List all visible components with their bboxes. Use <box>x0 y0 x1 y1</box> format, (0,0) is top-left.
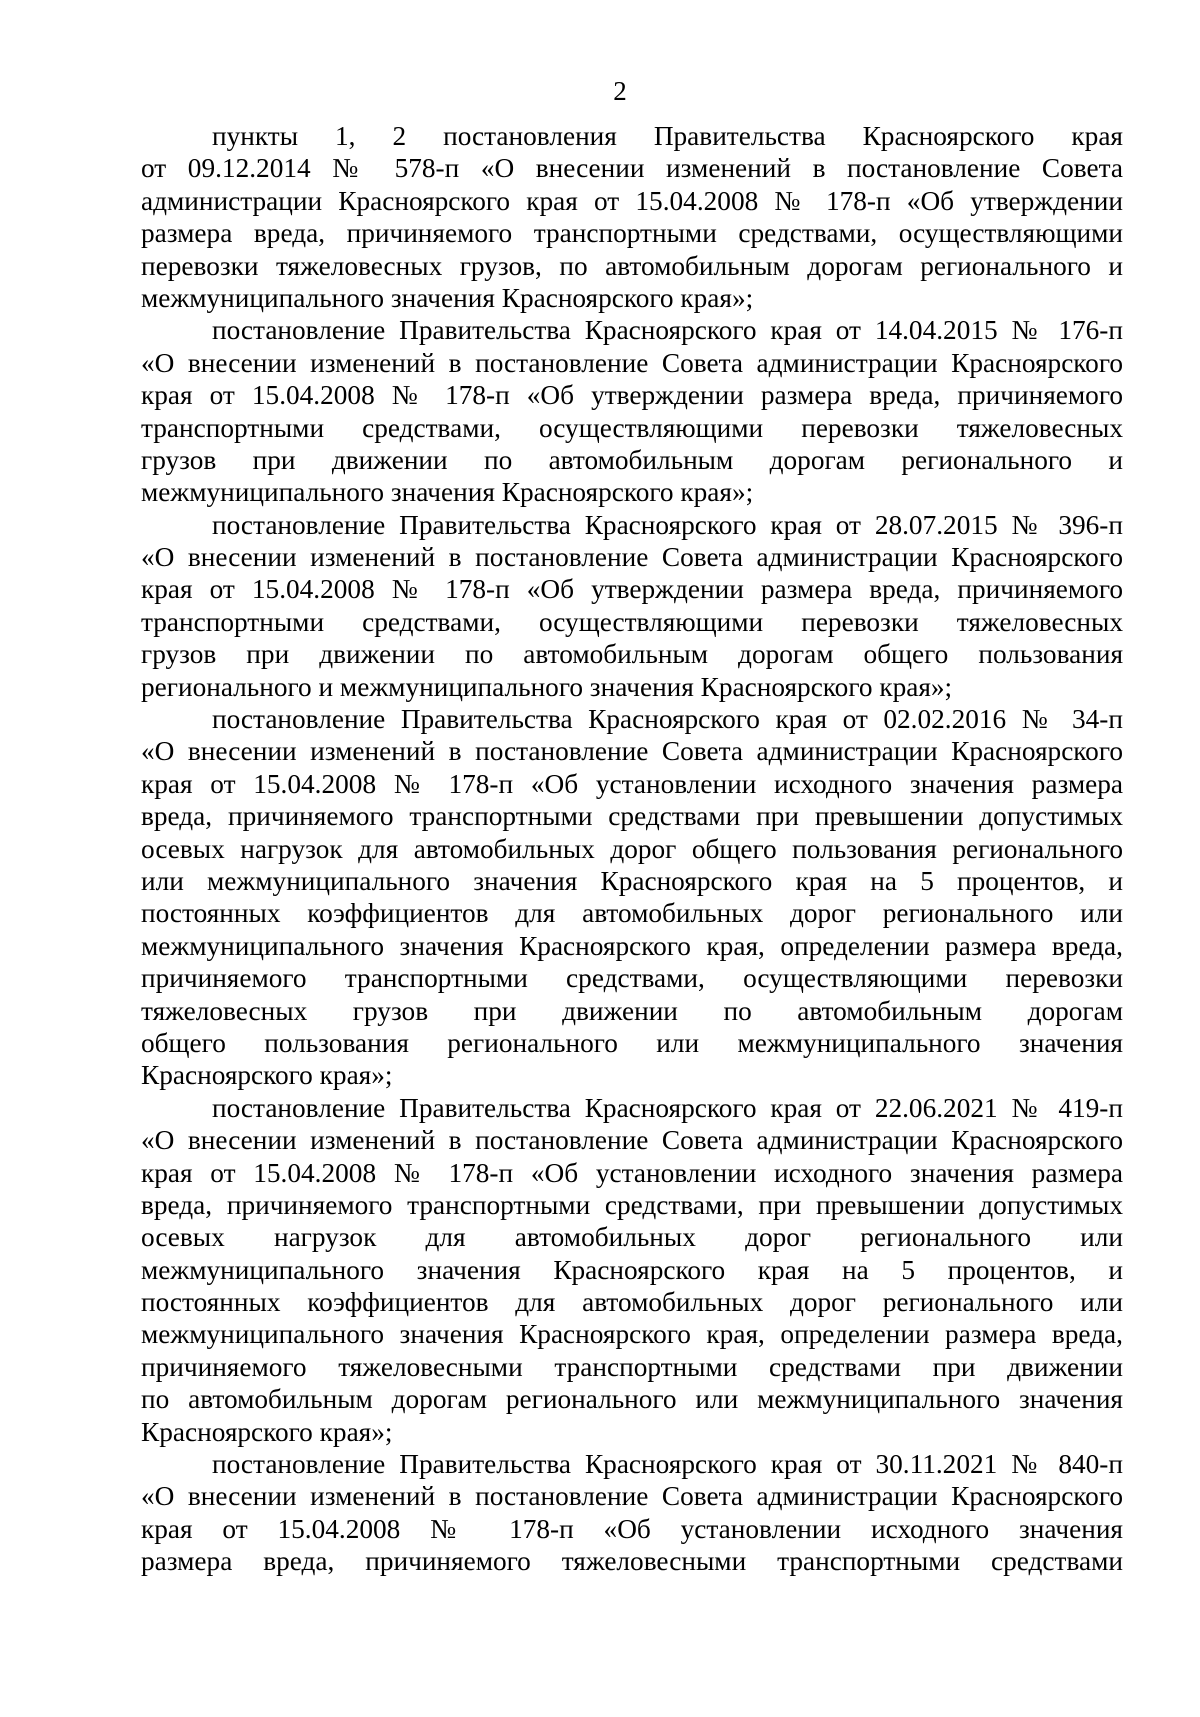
text-line: края от 15.04.2008 № 178-п «Об утверждении размера вреда, причиняемого <box>141 574 1123 605</box>
paragraph <box>141 1448 1123 1578</box>
paragraph <box>141 1092 1123 1448</box>
paragraph <box>141 703 1123 1092</box>
text-line: размера вреда, причиняемого тяжеловесными транспортными средствами <box>141 1546 1123 1577</box>
text-line: от 09.12.2014 № 578-п «О внесении изменений в постановление Совета <box>141 153 1123 184</box>
text-line: постановление Правительства Красноярского края от 22.06.2021 № 419-п <box>212 1092 1123 1123</box>
text-line: «О внесении изменений в постановление Совета администрации Красноярского <box>141 736 1123 767</box>
text-line: Красноярского края»; <box>141 1416 393 1447</box>
text-line: осевых нагрузок для автомобильных дорог регионального или <box>141 1222 1123 1253</box>
text-line: «О внесении изменений в постановление Совета администрации Красноярского <box>141 1481 1123 1512</box>
text-line: администрации Красноярского края от 15.04.2008 № 178-п «Об утверждении <box>141 185 1123 216</box>
text-line: пункты 1, 2 постановления Правительства Красноярского края <box>212 121 1123 151</box>
text-line: регионального и межмуниципального значения Красноярского края»; <box>141 671 953 702</box>
text-line: постоянных коэффициентов для автомобильных дорог регионального или <box>141 898 1123 929</box>
paragraph <box>141 314 1123 508</box>
paragraph <box>141 509 1123 703</box>
text-line: постоянных коэффициентов для автомобильных дорог регионального или <box>141 1287 1123 1318</box>
text-line: транспортными средствами, осуществляющими перевозки тяжеловесных <box>141 606 1123 637</box>
text-line: вреда, причиняемого транспортными средствами при превышении допустимых <box>141 801 1123 832</box>
text-line: постановление Правительства Красноярского края от 28.07.2015 № 396-п <box>212 509 1123 540</box>
text-line: межмуниципального значения Красноярского края на 5 процентов, и <box>141 1254 1123 1285</box>
document-body <box>141 120 1123 1578</box>
text-line: причиняемого тяжеловесными транспортными средствами при движении <box>141 1351 1123 1382</box>
text-line: тяжеловесных грузов при движении по автомобильным дорогам <box>141 995 1123 1026</box>
text-line: общего пользования регионального или межмуниципального значения <box>141 1027 1123 1058</box>
text-line: «О внесении изменений в постановление Совета администрации Красноярского <box>141 347 1123 378</box>
text-line: постановление Правительства Красноярского края от 14.04.2015 № 176-п <box>212 315 1123 346</box>
text-line: транспортными средствами, осуществляющими перевозки тяжеловесных <box>141 412 1123 443</box>
text-line: постановление Правительства Красноярского края от 30.11.2021 № 840-п <box>212 1449 1123 1480</box>
text-line: межмуниципального значения Красноярского края, определении размера вреда, <box>141 930 1123 961</box>
text-line: «О внесении изменений в постановление Совета администрации Красноярского <box>141 542 1123 573</box>
text-line: или межмуниципального значения Красноярского края на 5 процентов, и <box>141 865 1123 896</box>
paragraph <box>141 120 1123 314</box>
text-line: осевых нагрузок для автомобильных дорог общего пользования регионального <box>141 833 1123 864</box>
text-line: края от 15.04.2008 № 178-п «Об установлении исходного значения размера <box>141 768 1123 799</box>
text-line: межмуниципального значения Красноярского края»; <box>141 477 754 508</box>
text-line: размера вреда, причиняемого транспортными средствами, осуществляющими <box>141 218 1123 249</box>
text-line: межмуниципального значения Красноярского края, определении размера вреда, <box>141 1319 1123 1350</box>
text-line: грузов при движении по автомобильным дорогам регионального и <box>141 444 1123 475</box>
text-line: причиняемого транспортными средствами, осуществляющими перевозки <box>141 963 1123 994</box>
text-line: «О внесении изменений в постановление Совета администрации Красноярского <box>141 1125 1123 1156</box>
text-line: Красноярского края»; <box>141 1060 393 1091</box>
text-line: грузов при движении по автомобильным дорогам общего пользования <box>141 639 1123 670</box>
text-line: края от 15.04.2008 № 178-п «Об установлении исходного значения размера <box>141 1157 1123 1188</box>
text-line: по автомобильным дорогам регионального или межмуниципального значения <box>141 1384 1123 1415</box>
text-line: края от 15.04.2008 № 178-п «Об установлении исходного значения <box>141 1513 1123 1544</box>
page-number: 2 <box>613 76 627 106</box>
text-line: постановление Правительства Красноярского края от 02.02.2016 № 34-п <box>212 704 1123 735</box>
text-line: перевозки тяжеловесных грузов, по автомобильным дорогам регионального и <box>141 250 1123 281</box>
text-line: межмуниципального значения Красноярского края»; <box>141 282 754 313</box>
text-line: края от 15.04.2008 № 178-п «Об утверждении размера вреда, причиняемого <box>141 380 1123 411</box>
text-line: вреда, причиняемого транспортными средствами, при превышении допустимых <box>141 1189 1123 1220</box>
